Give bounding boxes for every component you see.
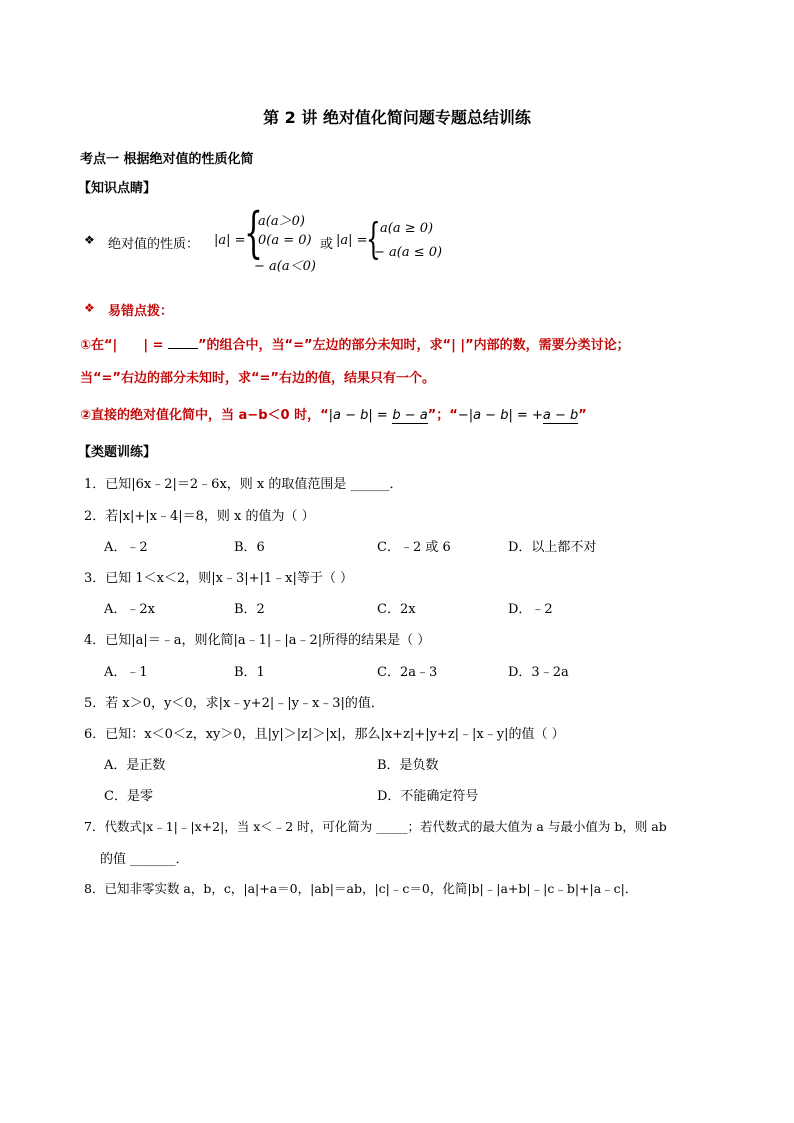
tips-line-3-b: |a − b| = bbox=[328, 408, 388, 423]
property-label: 绝对值的性质： bbox=[108, 237, 200, 252]
tips-line-3-g: ” bbox=[578, 408, 587, 423]
knowledge-header: 【知识点睛】 bbox=[78, 181, 157, 196]
question-2-option-a: A．﹣2 bbox=[104, 540, 148, 555]
property-case-1-3: − a(a＜0) bbox=[254, 259, 316, 274]
property-case-2-1: a(a ≥ 0) bbox=[380, 221, 434, 236]
question-2-option-b: B．6 bbox=[234, 540, 265, 555]
tips-line-1-a: ①在“| bbox=[80, 338, 118, 353]
left-brace-icon: { bbox=[244, 201, 263, 264]
question-8: 8．已知非零实数 a，b，c，|a|+a＝0，|ab|＝ab，|c|﹣c＝0，化简|b|﹣|a+b|﹣|c﹣b|+|a﹣c|． bbox=[84, 881, 638, 896]
question-6-option-d: D．不能确定符号 bbox=[377, 789, 479, 804]
tips-line-1-c: ”的组合中，当“=”左边的部分未知时，求“| |”内部的数，需要分类讨论； bbox=[198, 338, 630, 353]
question-4: 4．已知|a|＝﹣a，则化简|a﹣1|﹣|a﹣2|所得的结果是（ ） bbox=[84, 633, 431, 648]
question-4-option-c: C．2a﹣3 bbox=[377, 665, 438, 680]
tips-line-3-f: a − b bbox=[542, 408, 579, 423]
question-4-option-a: A．﹣1 bbox=[104, 665, 148, 680]
tips-line-3 bbox=[80, 404, 587, 424]
question-6-option-c: C．是零 bbox=[104, 789, 153, 804]
tips-line-3-e: −|a − b| = + bbox=[457, 408, 543, 423]
question-1: 1．已知|6x﹣2|＝2﹣6x，则 x 的取值范围是 ______． bbox=[84, 477, 403, 492]
question-6-option-b: B．是负数 bbox=[377, 758, 439, 773]
tips-line-3-c: b − a bbox=[392, 408, 428, 423]
question-3-option-b: B．2 bbox=[234, 602, 265, 617]
question-3: 3．已知 1＜x＜2，则|x﹣3|+|1﹣x|等于（ ） bbox=[84, 571, 354, 586]
question-7: 7．代数式|x﹣1|﹣|x+2|，当 x＜﹣2 时，可化简为 _____；若代数式的最大值为 a 与最小值为 b，则 ab bbox=[84, 819, 667, 834]
question-4-option-d: D．3﹣2a bbox=[508, 665, 569, 680]
question-5: 5．若 x＞0，y＜0，求|x﹣y+2|﹣|y﹣x﹣3|的值． bbox=[84, 696, 384, 711]
tips-line-2: 当“=”右边的部分未知时，求“=”右边的值，结果只有一个。 bbox=[80, 371, 435, 386]
question-2: 2．若|x|+|x﹣4|＝8，则 x 的值为（ ） bbox=[84, 509, 315, 524]
tips-line-3-d: ”；“ bbox=[427, 408, 458, 423]
property-case-2-2: − a(a ≤ 0) bbox=[374, 245, 443, 260]
bullet-diamond-icon: ❖ bbox=[84, 233, 95, 247]
section-heading: 考点一 根据绝对值的性质化简 bbox=[80, 152, 254, 167]
question-6-option-a: A．是正数 bbox=[104, 758, 166, 773]
tips-line-1-b: | = bbox=[143, 338, 164, 353]
practice-header: 【类题训练】 bbox=[78, 445, 157, 460]
tips-line-3-a: ②直接的绝对值化简中，当 a−b＜0 时，“ bbox=[80, 408, 329, 423]
property-or: 或 bbox=[320, 237, 334, 252]
question-7-line-2: 的值 _______． bbox=[100, 852, 189, 867]
question-3-option-c: C．2x bbox=[377, 602, 416, 617]
question-3-option-a: A．﹣2x bbox=[104, 602, 155, 617]
tips-line-1 bbox=[80, 334, 630, 353]
page-title: 第 2 讲 绝对值化简问题专题总结训练 bbox=[263, 108, 531, 127]
property-lhs-2: |a| = bbox=[336, 233, 368, 248]
question-2-option-c: C．﹣2 或 6 bbox=[377, 540, 451, 555]
tips-header: 易错点拨： bbox=[108, 304, 174, 319]
property-lhs-1: |a| = bbox=[214, 233, 246, 248]
question-4-option-b: B．1 bbox=[234, 665, 265, 680]
question-3-option-d: D．﹣2 bbox=[508, 602, 553, 617]
left-brace-icon-2: { bbox=[366, 214, 381, 263]
tips-diamond-icon: ❖ bbox=[84, 301, 95, 315]
property-case-1-2: 0(a = 0) bbox=[258, 233, 312, 248]
question-2-option-d: D．以上都不对 bbox=[508, 540, 597, 555]
property-case-1-1: a(a＞0) bbox=[258, 214, 305, 229]
question-6: 6．已知：x＜0＜z，xy＞0，且|y|＞|z|＞|x|，那么|x+z|+|y+z|﹣|x﹣y|的值（ ） bbox=[84, 727, 565, 742]
blank-line bbox=[168, 336, 198, 349]
